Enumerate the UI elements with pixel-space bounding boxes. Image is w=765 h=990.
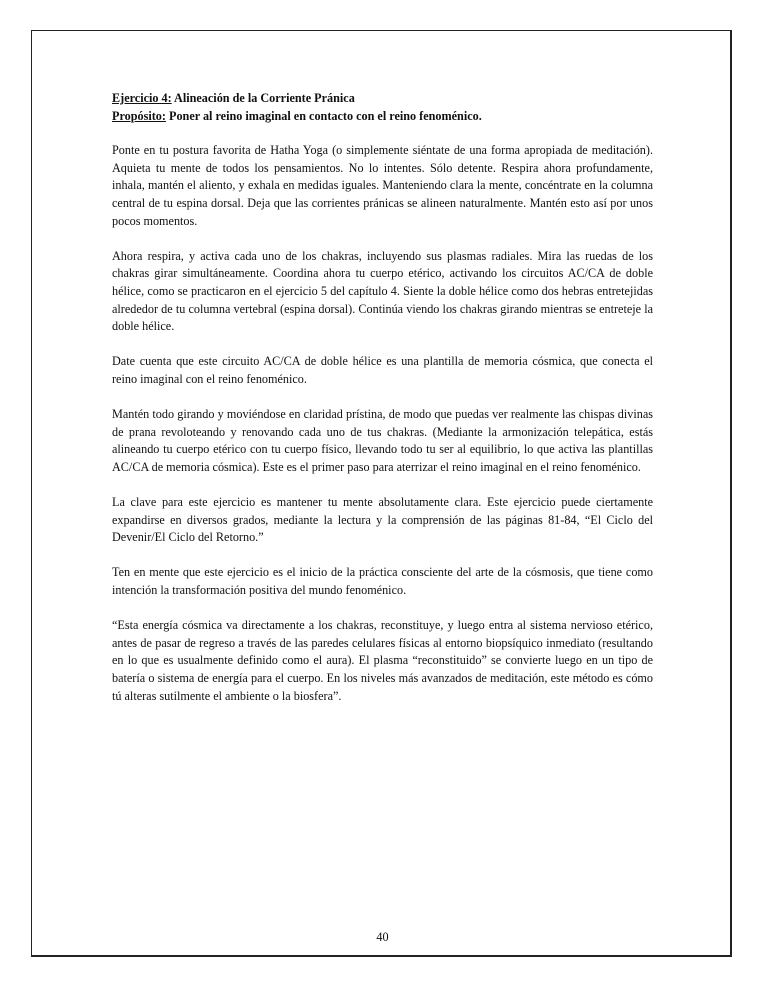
exercise-title-line — [112, 90, 653, 108]
paragraph: Date cuenta que este circuito AC/CA de doble hélice es una plantilla de memoria cósmica, que conecta el reino imaginal con el reino fenoménico. — [112, 354, 653, 386]
exercise-label: Ejercicio 4: — [112, 91, 172, 105]
paragraph: Mantén todo girando y moviéndose en claridad prístina, de modo que puedas ver realmente las chispas divinas de prana revoloteando y renovando cada uno de tus chakras. (Mediante la armonización telepática, estás alineando tu cuerpo etérico con tu cuerpo físico, llevando todo tu ser al equilibrio, lo que activa las plantillas AC/CA de memoria cósmica). Este es el primer paso para aterrizar el reino imaginal en el reino fenoménico. — [112, 407, 653, 474]
purpose-text: Poner al reino imaginal en contacto con el reino fenoménico. — [169, 108, 482, 123]
paragraph: “Esta energía cósmica va directamente a los chakras, reconstituye, y luego entra al sistema nervioso etérico, antes de pasar de regreso a través de las paredes celulares físicas al entorno biopsíquico inmediato (resultando en lo que es usualmente definido como el aura). El plasma “reconstituido” se convierte luego en un tipo de batería o sistema de energía para el cuerpo. En los niveles más avanzados de meditación, este método es cómo tú alteras sutilmente el ambiente o la biosfera”. — [112, 618, 653, 703]
exercise-header — [112, 90, 653, 125]
paragraph: Ponte en tu postura favorita de Hatha Yoga (o simplemente siéntate de una forma apropiada de meditación). Aquieta tu mente de todos los pensamientos. No lo intentes. Sólo detente. Respira ahora profundamente, inhala, mantén el aliento, y exhala en medidas iguales. Manteniendo clara la mente, concéntrate en la columna central de tu espina dorsal. Deja que las corrientes pránicas se alineen naturalmente. Mantén esto así por unos pocos momentos. — [112, 143, 653, 228]
page-content — [112, 90, 653, 723]
purpose-line — [112, 108, 653, 126]
paragraph: Ten en mente que este ejercicio es el inicio de la práctica consciente del arte de la cósmosis, que tiene como intención la transformación positiva del mundo fenoménico. — [112, 565, 653, 598]
page-number: 40 — [376, 930, 389, 944]
paragraph: Ahora respira, y activa cada uno de los chakras, incluyendo sus plasmas radiales. Mira las ruedas de los chakras girar simultáneamente. Coordina ahora tu cuerpo etérico, activando los circuitos AC/CA de doble hélice, como se practicaron en el ejercicio 5 del capítulo 4. Siente la doble hélice como dos hebras entretejidas alrededor de tu columna vertebral (espina dorsal). Continúa viendo los chakras girando mientras se entreteje la doble hélice. — [112, 248, 653, 334]
purpose-label: Propósito: — [112, 108, 166, 123]
exercise-title: Alineación de la Corriente Pránica — [174, 91, 355, 105]
paragraph: La clave para este ejercicio es mantener tu mente absolutamente clara. Este ejercicio puede ciertamente expandirse en diversos grados, mediante la lectura y la comprensión de las páginas 81-84, “El Ciclo del Devenir/El Ciclo del Retorno.” — [112, 495, 653, 545]
